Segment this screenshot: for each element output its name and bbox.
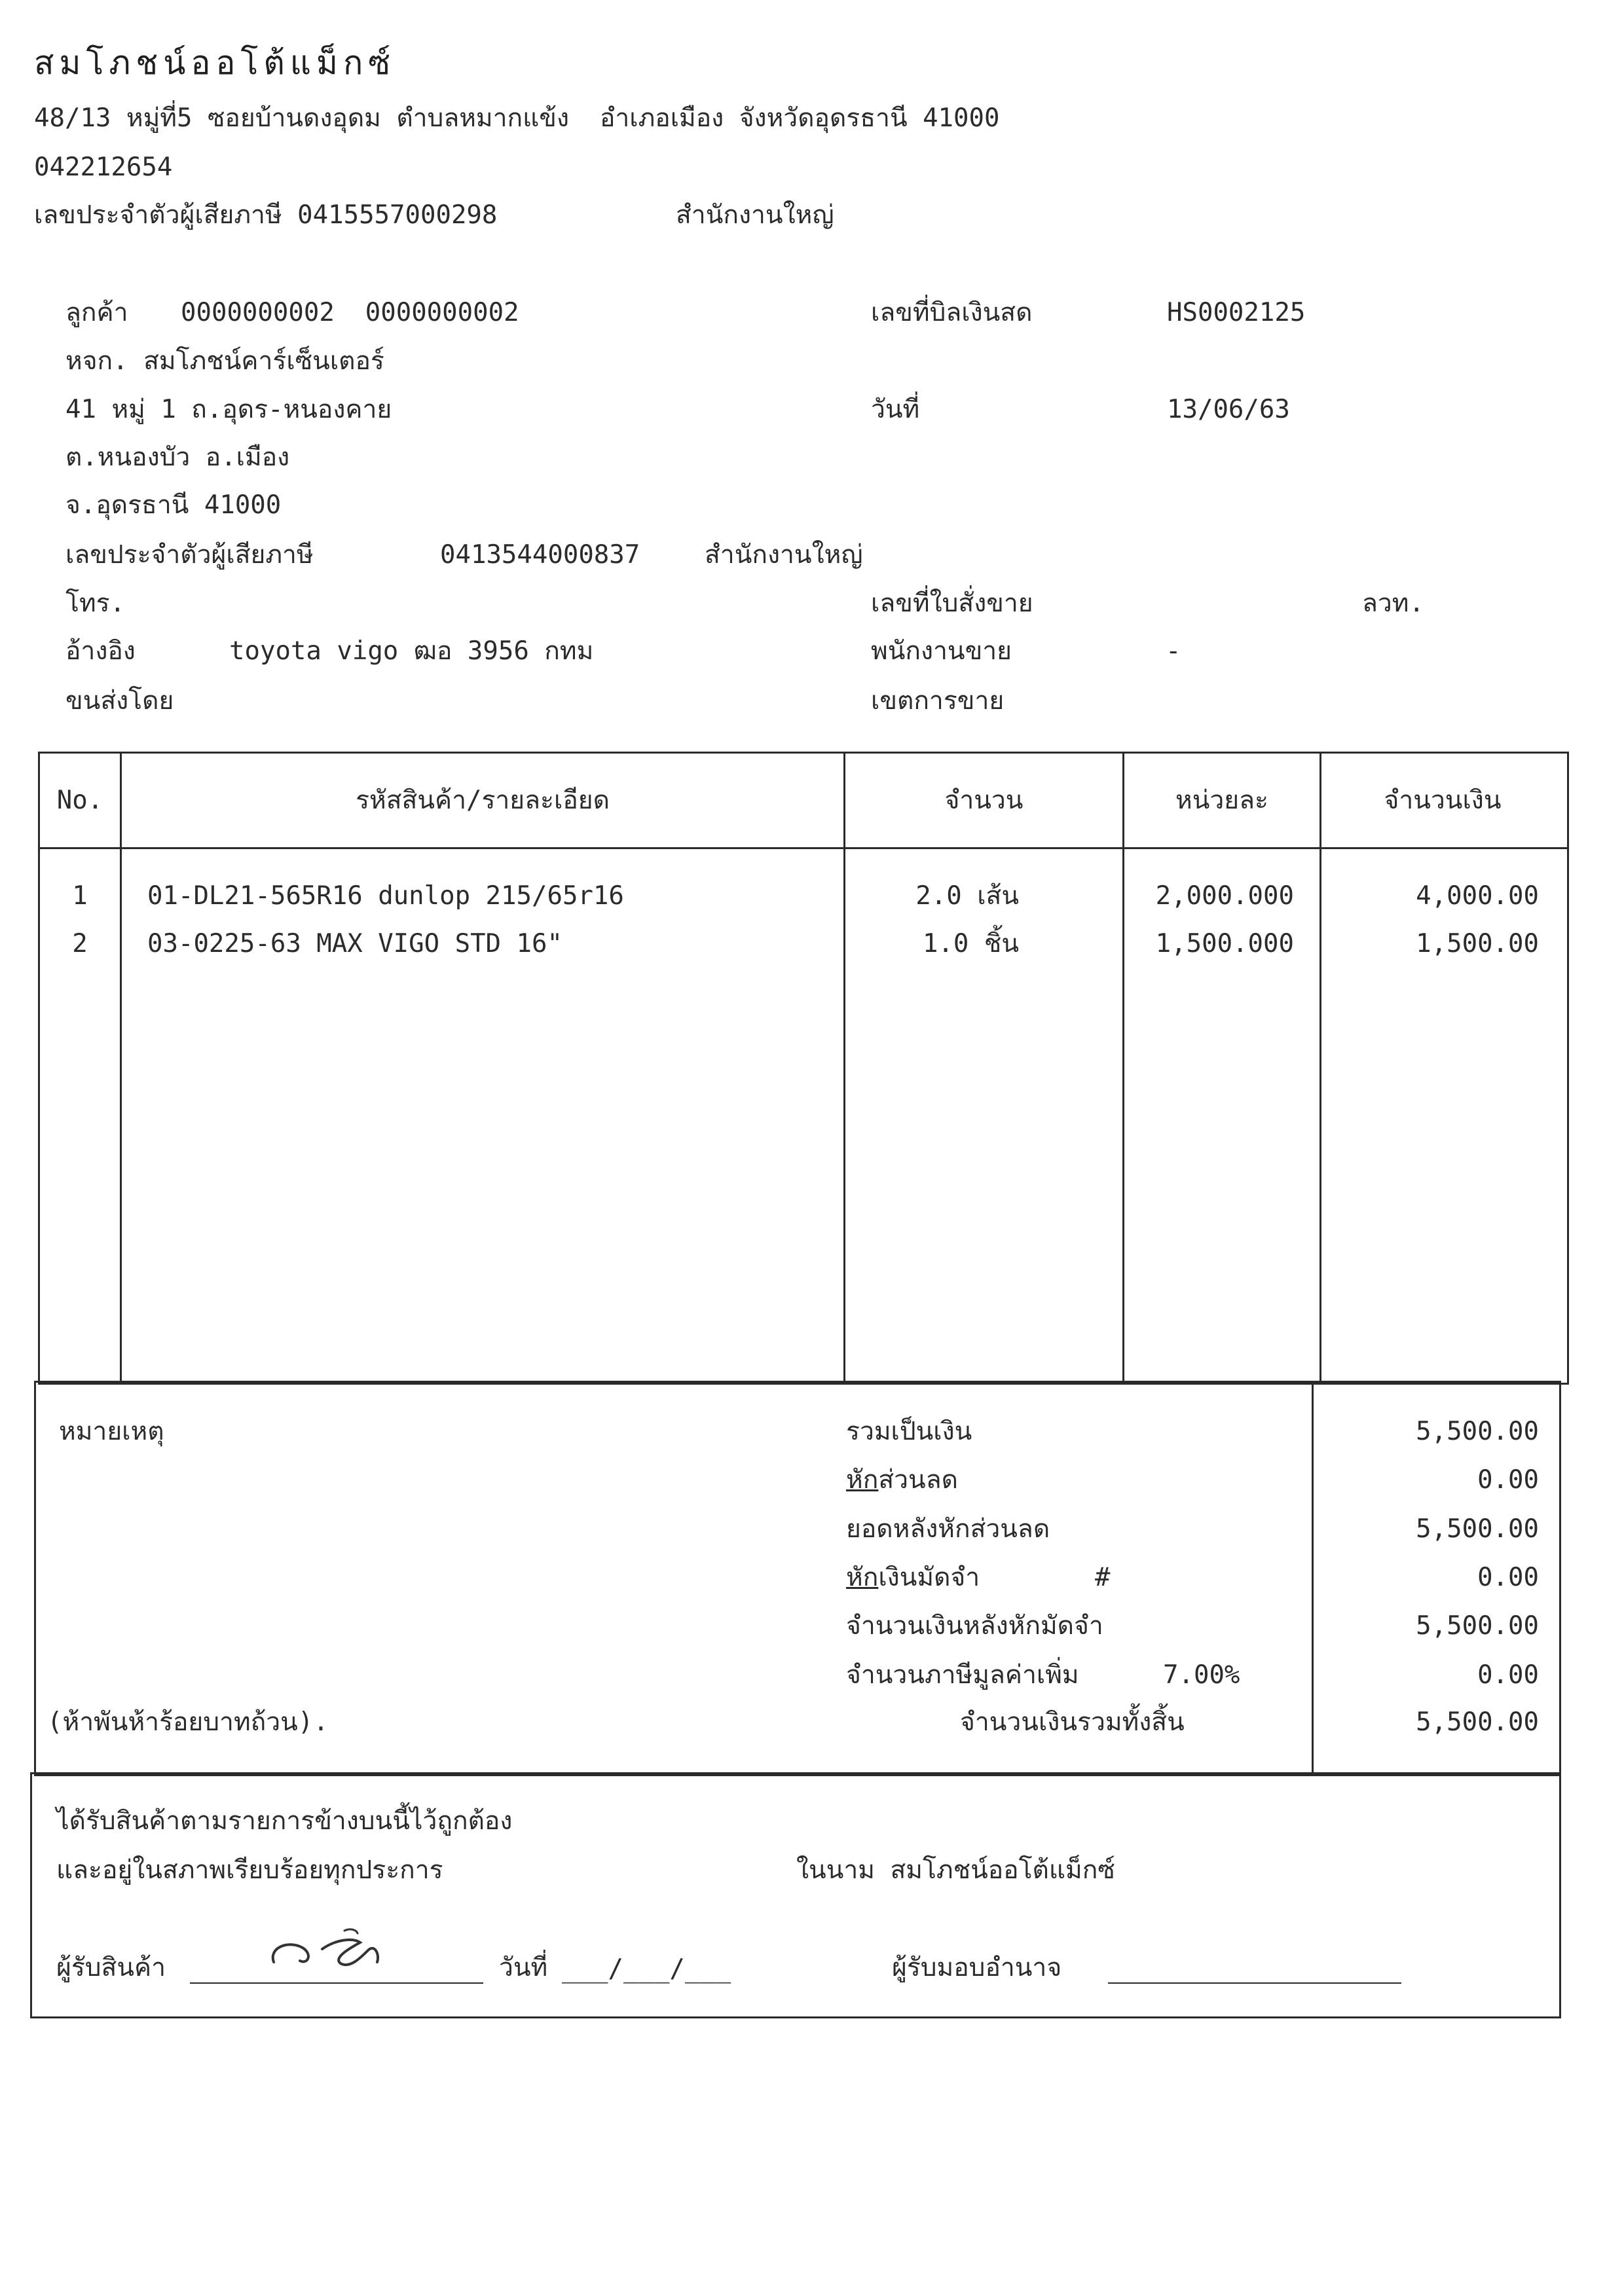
col-header-description: รหัสสินค้า/รายละเอียด <box>356 786 610 815</box>
customer-address-2: ต.หนองบัว อ.เมือง <box>65 443 290 472</box>
row-1-amount: 4,000.00 <box>1416 881 1539 911</box>
on-behalf-of: ในนาม สมโภชน์ออโต้แม็กซ์ <box>796 1855 1115 1885</box>
receipt-date-label: วันที่ <box>499 1953 548 1982</box>
row-2-description: 03-0225-63 MAX VIGO STD 16" <box>147 929 563 958</box>
customer-tax-label: เลขประจำตัวผู้เสียภาษี <box>65 540 314 570</box>
invoice-number: HS0002125 <box>1167 298 1306 327</box>
customer-name: หจก. สมโภชน์คาร์เซ็นเตอร์ <box>65 346 384 376</box>
col-header-amount: จำนวนเงิน <box>1384 786 1502 815</box>
after-discount-value: 5,500.00 <box>1416 1514 1539 1544</box>
after-deposit-value: 5,500.00 <box>1416 1611 1539 1641</box>
company-address: 48/13 หมู่ที่5 ซอยบ้านดงอุดม ตำบลหมากแข้ง อำเภอเมือง จังหวัดอุดรธานี 41000 <box>34 103 1000 133</box>
after-deposit-label: จำนวนเงินหลังหักมัดจำ <box>846 1611 1103 1641</box>
company-phone: 042212654 <box>34 153 173 182</box>
col-header-quantity: จำนวน <box>944 786 1024 815</box>
salesperson-value: - <box>1166 636 1181 666</box>
reference-label: อ้างอิง <box>65 636 136 666</box>
vat-rate: 7.00% <box>1163 1660 1240 1690</box>
discount-prefix: หัก <box>846 1465 879 1495</box>
discount-label <box>846 1465 958 1496</box>
shipping-label: ขนส่งโดย <box>65 686 174 716</box>
customer-code: 0000000002 0000000002 <box>181 298 519 327</box>
receiver-signature-line <box>190 1982 483 1984</box>
authorized-signature-line <box>1108 1982 1401 1984</box>
sales-order-value: ลวท. <box>1362 589 1424 618</box>
deposit-hash: # <box>1095 1563 1111 1592</box>
customer-branch: สำนักงานใหญ่ <box>705 540 863 570</box>
after-discount-label: ยอดหลังหักส่วนลด <box>846 1514 1050 1544</box>
sales-order-label: เลขที่ใบสั่งขาย <box>871 589 1033 618</box>
discount-value: 0.00 <box>1477 1465 1539 1495</box>
row-1-quantity: 2.0 เส้น <box>915 881 1019 911</box>
receiver-label: ผู้รับสินค้า <box>56 1953 166 1982</box>
vat-value: 0.00 <box>1477 1660 1539 1690</box>
company-name: สมโภชน์ออโต้แม็กซ์ <box>34 44 396 82</box>
grand-total-label: จำนวนเงินรวมทั้งสิ้น <box>960 1707 1185 1737</box>
deposit-label-text: เงินมัดจำ <box>878 1563 980 1592</box>
grand-total-value: 5,500.00 <box>1416 1707 1539 1737</box>
remark-label: หมายเหตุ <box>59 1417 164 1446</box>
authorized-label: ผู้รับมอบอำนาจ <box>892 1953 1062 1982</box>
row-2-amount: 1,500.00 <box>1416 929 1539 958</box>
deposit-label <box>846 1562 980 1594</box>
row-1-description: 01-DL21-565R16 dunlop 215/65r16 <box>147 881 624 911</box>
row-1-unit-price: 2,000.000 <box>1155 881 1294 911</box>
company-branch: สำนักงานใหญ่ <box>676 200 834 230</box>
received-line-2: และอยู่ในสภาพเรียบร้อยทุกประการ <box>56 1855 443 1885</box>
subtotal-label: รวมเป็นเงิน <box>846 1417 972 1446</box>
subtotal-value: 5,500.00 <box>1416 1417 1539 1446</box>
amount-in-words: (ห้าพันห้าร้อยบาทถ้วน). <box>47 1707 329 1737</box>
deposit-prefix: หัก <box>846 1563 879 1592</box>
sales-area-label: เขตการขาย <box>871 686 1005 716</box>
invoice-number-label: เลขที่บิลเงินสด <box>871 298 1033 327</box>
invoice-date: 13/06/63 <box>1167 395 1290 424</box>
invoice-date-label: วันที่ <box>871 395 920 424</box>
customer-address-3: จ.อุดรธานี 41000 <box>65 490 282 520</box>
customer-phone-label: โทร. <box>65 589 126 618</box>
col-header-no: No. <box>56 786 103 815</box>
receipt-date-blank: ___/___/___ <box>562 1954 731 1984</box>
col-header-unit-price: หน่วยละ <box>1175 786 1268 815</box>
salesperson-label: พนักงานขาย <box>871 636 1012 666</box>
row-2-no: 2 <box>72 929 88 958</box>
received-line-1: ได้รับสินค้าตามรายการข้างบนนี้ไว้ถูกต้อง <box>56 1806 513 1836</box>
row-1-no: 1 <box>72 881 88 911</box>
receiver-signature <box>262 1922 399 1980</box>
company-tax-id: เลขประจำตัวผู้เสียภาษี 0415557000298 <box>34 200 498 230</box>
customer-address-1: 41 หมู่ 1 ถ.อุดร-หนองคาย <box>65 395 392 424</box>
customer-label: ลูกค้า <box>65 298 128 327</box>
deposit-value: 0.00 <box>1477 1563 1539 1592</box>
reference-value: toyota vigo ฒอ 3956 กทม <box>229 636 594 666</box>
row-2-quantity: 1.0 ชิ้น <box>922 929 1019 958</box>
row-2-unit-price: 1,500.000 <box>1155 929 1294 958</box>
vat-label: จำนวนภาษีมูลค่าเพิ่ม <box>846 1660 1079 1690</box>
customer-tax-id: 0413544000837 <box>440 540 640 570</box>
discount-label-text: ส่วนลด <box>878 1465 958 1495</box>
